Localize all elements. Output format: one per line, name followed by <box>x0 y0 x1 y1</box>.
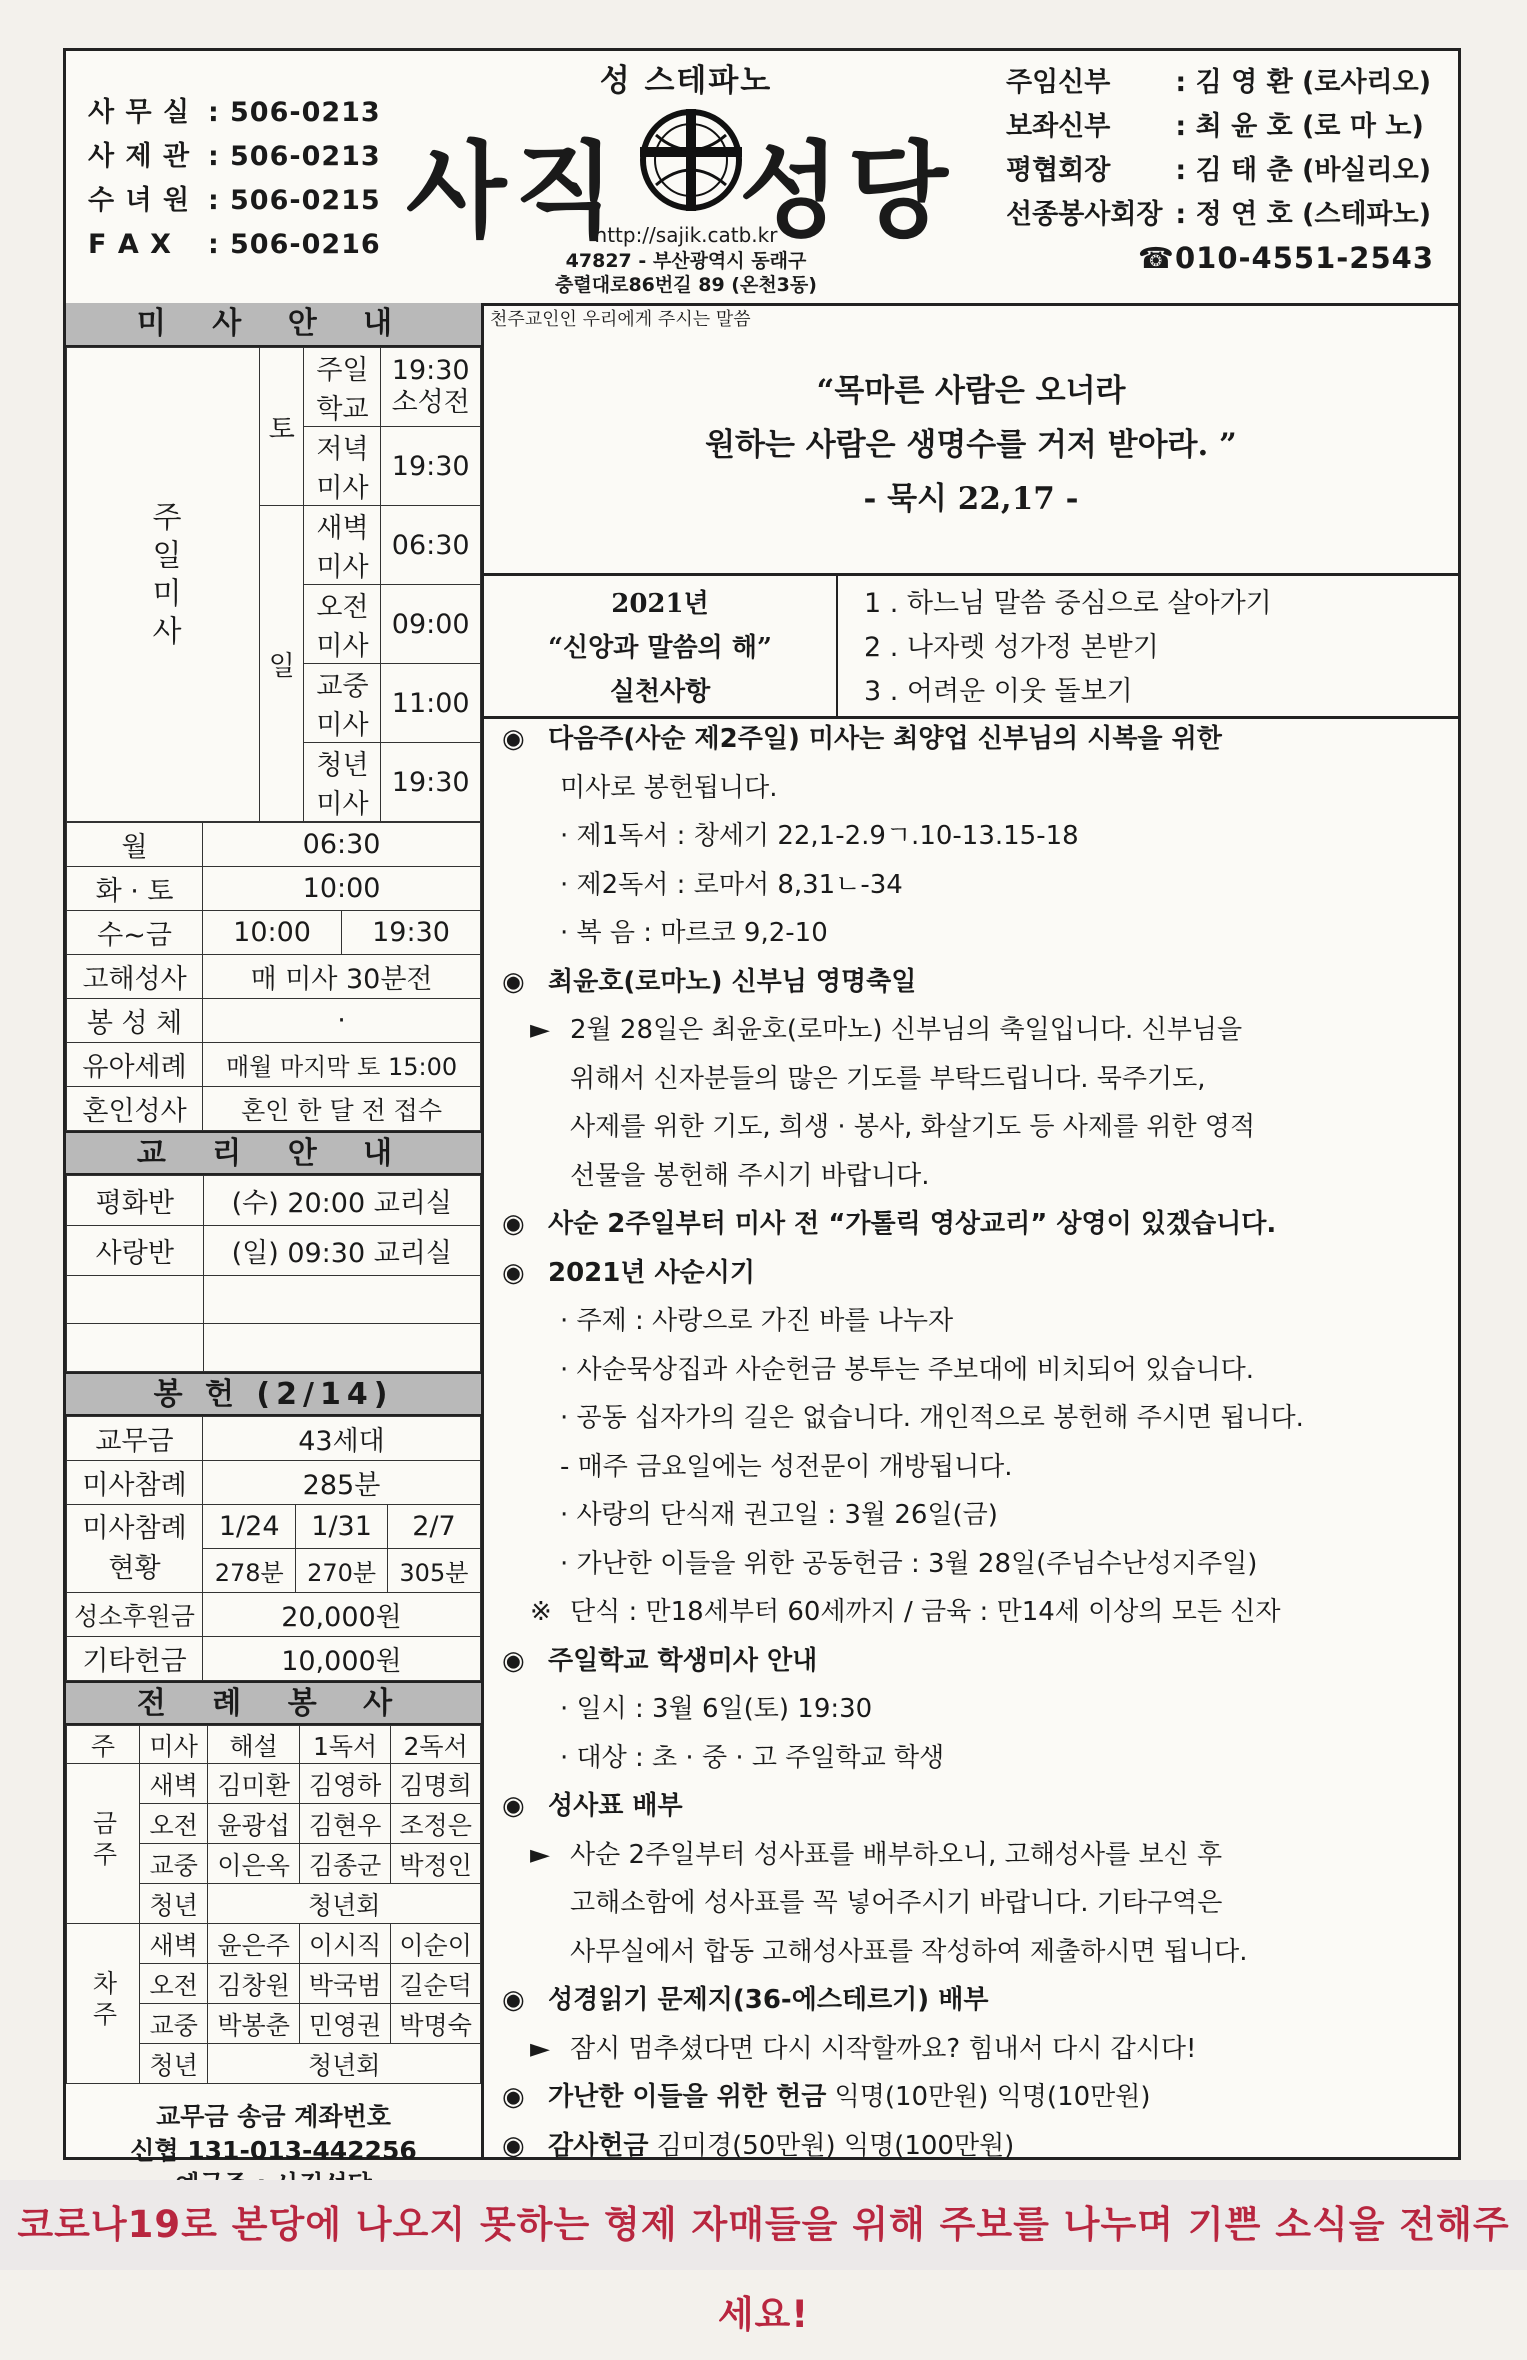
target-bullet-icon: ◉ <box>502 1209 525 1239</box>
table-row <box>67 1324 481 1372</box>
news-heading: ◉ 가난한 이들을 위한 헌금 익명(10만원) 익명(10만원) <box>502 2073 1458 2122</box>
news-heading: ◉ 감사헌금 김미경(50만원) 익명(100만원) <box>502 2122 1458 2171</box>
table-row: 기타헌금 10,000원 <box>67 1637 481 1681</box>
liturgy-table <box>66 1725 481 2084</box>
target-bullet-icon: ◉ <box>502 1645 525 1676</box>
arrow-bullet-icon: ► <box>530 1015 550 1045</box>
target-bullet-icon: ◉ <box>502 2130 525 2161</box>
target-bullet-icon: ◉ <box>502 1791 525 1821</box>
contact-rectory: 사 제 관 : 506-0213 <box>88 141 381 172</box>
contact-office: 사 무 실 : 506-0213 <box>88 97 381 128</box>
list-item: 1 . 하느님 말씀 중심으로 살아가기 <box>864 588 1272 619</box>
sidebar-info <box>66 303 484 2165</box>
table-row: 유아세례 매월 마지막 토 15:00 <box>67 1043 481 1087</box>
quote-line-2: 원하는 사람은 생명수를 거저 받아라. ” <box>705 427 1237 463</box>
news-line: · 복 음 : 마르코 9,2-10 <box>560 918 828 948</box>
bulletin-header <box>66 51 1458 306</box>
target-bullet-icon: ◉ <box>502 2082 525 2112</box>
table-row: 교중 박봉춘 민영권 박명숙 <box>67 2004 481 2044</box>
table-row: 성소후원금 20,000원 <box>67 1593 481 1637</box>
news-heading: ◉ 성사표 배부 <box>502 1782 1458 1831</box>
table-row: 혼인성사 혼인 한 달 전 접수 <box>67 1087 481 1131</box>
table-row: 교무금 43세대 <box>67 1417 481 1461</box>
weekday-mass-table <box>66 822 481 1131</box>
offering-table <box>66 1416 481 1681</box>
list-item: 2 . 나자렛 성가정 본받기 <box>864 632 1159 663</box>
table-row: 청년미사 19:30 <box>67 743 481 822</box>
target-bullet-icon: ◉ <box>502 1985 525 2015</box>
news-line: · 일시 : 3월 6일(토) 19:30 <box>560 1694 873 1724</box>
table-row: 청년 청년회 <box>67 2044 481 2084</box>
news-list <box>484 713 1458 2170</box>
contact-fax: F A X : 506-0216 <box>88 229 381 260</box>
target-bullet-icon: ◉ <box>502 1257 525 1288</box>
news-line: 선물을 봉헌해 주시기 바랍니다. <box>570 1160 930 1191</box>
news-line: · 사랑의 단식재 권고일 : 3월 26일(금) <box>560 1500 998 1530</box>
doctrine-heading: 교 리 안 내 <box>66 1131 481 1175</box>
table-row: 미사참례 현황 1/24 1/31 2/7 <box>67 1505 481 1549</box>
parish-title <box>406 51 966 301</box>
parish-address: 47827 - 부산광역시 동래구 충렬대로86번길 89 (온천3동) <box>555 250 817 296</box>
table-row: 고해성사 매 미사 30분전 <box>67 955 481 999</box>
news-line: · 공동 십자가의 길은 없습니다. 개인적으로 봉헌해 주시면 됩니다. <box>560 1403 1304 1433</box>
table-row: 오전미사 09:00 <box>67 585 481 664</box>
parish-cross-logo-icon <box>636 105 746 215</box>
quote-reference: - 묵시 22,17 - <box>863 481 1079 517</box>
clergy-list <box>1006 61 1431 237</box>
news-line: 미사로 봉헌됩니다. <box>560 772 778 803</box>
news-line: · 제1독서 : 창세기 22,1-2.9ㄱ.10-13.15-18 <box>560 821 1079 851</box>
table-row: 차주 새벽 윤은주 이시직 이순이 <box>67 1924 481 1964</box>
news-line: 사제를 위한 기도, 희생 · 봉사, 화살기도 등 사제를 위한 영적 <box>570 1112 1256 1142</box>
table-row: 오전 윤광섭 김현우 조정은 <box>67 1804 481 1844</box>
news-heading: ◉ 사순 2주일부터 미사 전 “가톨릭 영상교리” 상영이 있겠습니다. <box>502 1200 1458 1249</box>
contact-list <box>88 91 381 267</box>
parish-url[interactable]: http://sajik.catb.kr <box>594 223 778 247</box>
news-line: 위해서 신자분들의 많은 기도를 부탁드립니다. 묵주기도, <box>570 1063 1206 1094</box>
scripture-quote <box>484 303 1458 576</box>
news-line: · 주제 : 사랑으로 가진 바를 나누자 <box>560 1306 954 1336</box>
news-line: ► 잠시 멈추셨다면 다시 시작할까요? 힘내서 다시 갑시다! <box>502 2025 1458 2074</box>
bulletin-page <box>63 48 1461 2165</box>
saturday-label: 토 <box>260 348 304 506</box>
parish-name-part2: 성당 <box>739 130 956 252</box>
news-line: · 제2독서 : 로마서 8,31ㄴ-34 <box>560 869 903 900</box>
table-row: 수~금 10:00 19:30 <box>67 911 481 955</box>
table-row: 주 미사 해설 1독서 2독서 <box>67 1726 481 1764</box>
table-row: 청년 청년회 <box>67 1884 481 1924</box>
news-line: ► 2월 28일은 최윤호(로마노) 신부님의 축일입니다. 신부님을 <box>502 1006 1458 1055</box>
contact-phone: ☎010-4551-2543 <box>1137 241 1434 275</box>
news-line: 사무실에서 합동 고해성사표를 작성하여 제출하시면 됩니다. <box>570 1936 1248 1967</box>
table-row: 교중미사 11:00 <box>67 664 481 743</box>
sunday-label: 일 <box>260 506 304 822</box>
news-heading: ◉ 성경읽기 문제지(36-에스테르기) 배부 <box>502 1976 1458 2025</box>
offering-account-info: 교무금 송금 계좌번호 신협 131-013-442256 <box>130 2102 417 2165</box>
news-heading: ◉ 2021년 사순시기 <box>502 1249 1458 1298</box>
table-row: 교중 이은옥 김종군 박정인 <box>67 1844 481 1884</box>
table-row: 주일미사 토 주일학교 19:30 소성전 <box>67 348 481 427</box>
target-bullet-icon: ◉ <box>502 966 525 997</box>
yearly-practice <box>484 576 1458 719</box>
table-row: 미사참례 285분 <box>67 1461 481 1505</box>
table-row: 278분 270분 305분 <box>67 1549 481 1593</box>
main-content <box>484 303 1458 2160</box>
mass-schedule-table <box>66 347 481 822</box>
footer-banner: 코로나19로 본당에 나오지 못하는 형제 자매들을 위해 주보를 나누며 기쁜 소식을 전해주세요! <box>0 2180 1527 2270</box>
news-line: · 대상 : 초 · 중 · 고 주일학교 학생 <box>560 1742 945 1773</box>
news-line: - 매주 금요일에는 성전문이 개방됩니다. <box>560 1451 1013 1482</box>
offering-heading: 봉 헌 (2/14) <box>66 1372 481 1416</box>
table-row: 사랑반 (일) 09:30 교리실 <box>67 1226 481 1276</box>
table-row: 평화반 (수) 20:00 교리실 <box>67 1176 481 1226</box>
news-heading: ◉ 최윤호(로마노) 신부님 영명축일 <box>502 958 1458 1007</box>
practice-items <box>864 582 1272 714</box>
contact-convent: 수 녀 원 : 506-0215 <box>88 185 381 216</box>
table-row: 봉 성 체 · <box>67 999 481 1043</box>
table-row: 오전 김창원 박국범 길순덕 <box>67 1964 481 2004</box>
patron-saint: 성 스테파노 <box>599 63 773 99</box>
table-row <box>67 1276 481 1324</box>
news-line: ※ 단식 : 만18세부터 60세까지 / 금육 : 만14세 이상의 모든 신자 <box>502 1588 1458 1637</box>
list-item: 3 . 어려운 이웃 돌보기 <box>864 676 1133 707</box>
quote-line-1: “목마른 사람은 오너라 <box>816 373 1126 409</box>
practice-theme: 2021년 “신앙과 말씀의 해” 실천사항 <box>484 576 838 716</box>
table-row: 화 · 토 10:00 <box>67 867 481 911</box>
news-heading: ◉ 다음주(사순 제2주일) 미사는 최양업 신부님의 시복을 위한 <box>502 715 1458 764</box>
clergy-council-president: 평협회장 : 김 태 춘 (바실리오) <box>1006 155 1432 186</box>
clergy-funeral-service-head: 선종봉사회장 : 정 연 호 (스테파노) <box>1006 199 1432 230</box>
note-mark-icon: ※ <box>530 1597 552 1627</box>
parish-name-part1: 사직 <box>406 130 623 252</box>
clergy-assistant: 보좌신부 : 최 윤 호 (로 마 노) <box>1006 111 1424 142</box>
liturgy-heading: 전 례 봉 사 <box>66 1681 481 1725</box>
table-row: 일 새벽미사 06:30 <box>67 506 481 585</box>
sunday-mass-label: 주일미사 <box>67 348 260 822</box>
arrow-bullet-icon: ► <box>530 2033 550 2064</box>
news-line: 고해소함에 성사표를 꼭 넣어주시기 바랍니다. 기타구역은 <box>570 1888 1223 1918</box>
news-line: · 가난한 이들을 위한 공동헌금 : 3월 28일(주님수난성지주일) <box>560 1548 1258 1579</box>
table-row: 저녁미사 19:30 <box>67 427 481 506</box>
doctrine-table <box>66 1175 481 1372</box>
target-bullet-icon: ◉ <box>502 724 525 754</box>
table-row: 금주 새벽 김미환 김영하 김명희 <box>67 1764 481 1804</box>
arrow-bullet-icon: ► <box>530 1839 550 1870</box>
mass-schedule-heading: 미 사 안 내 <box>66 303 481 347</box>
clergy-pastor: 주임신부 : 김 영 환 (로사리오) <box>1006 67 1432 98</box>
news-line: · 사순묵상집과 사순헌금 봉투는 주보대에 비치되어 있습니다. <box>560 1354 1255 1385</box>
table-row: 월 06:30 <box>67 823 481 867</box>
quote-intro: 천주교인인 우리에게 주시는 말씀 <box>490 309 751 330</box>
news-line: ► 사순 2주일부터 성사표를 배부하오니, 고해성사를 보신 후 <box>502 1831 1458 1880</box>
news-heading: ◉ 주일학교 학생미사 안내 <box>502 1637 1458 1686</box>
